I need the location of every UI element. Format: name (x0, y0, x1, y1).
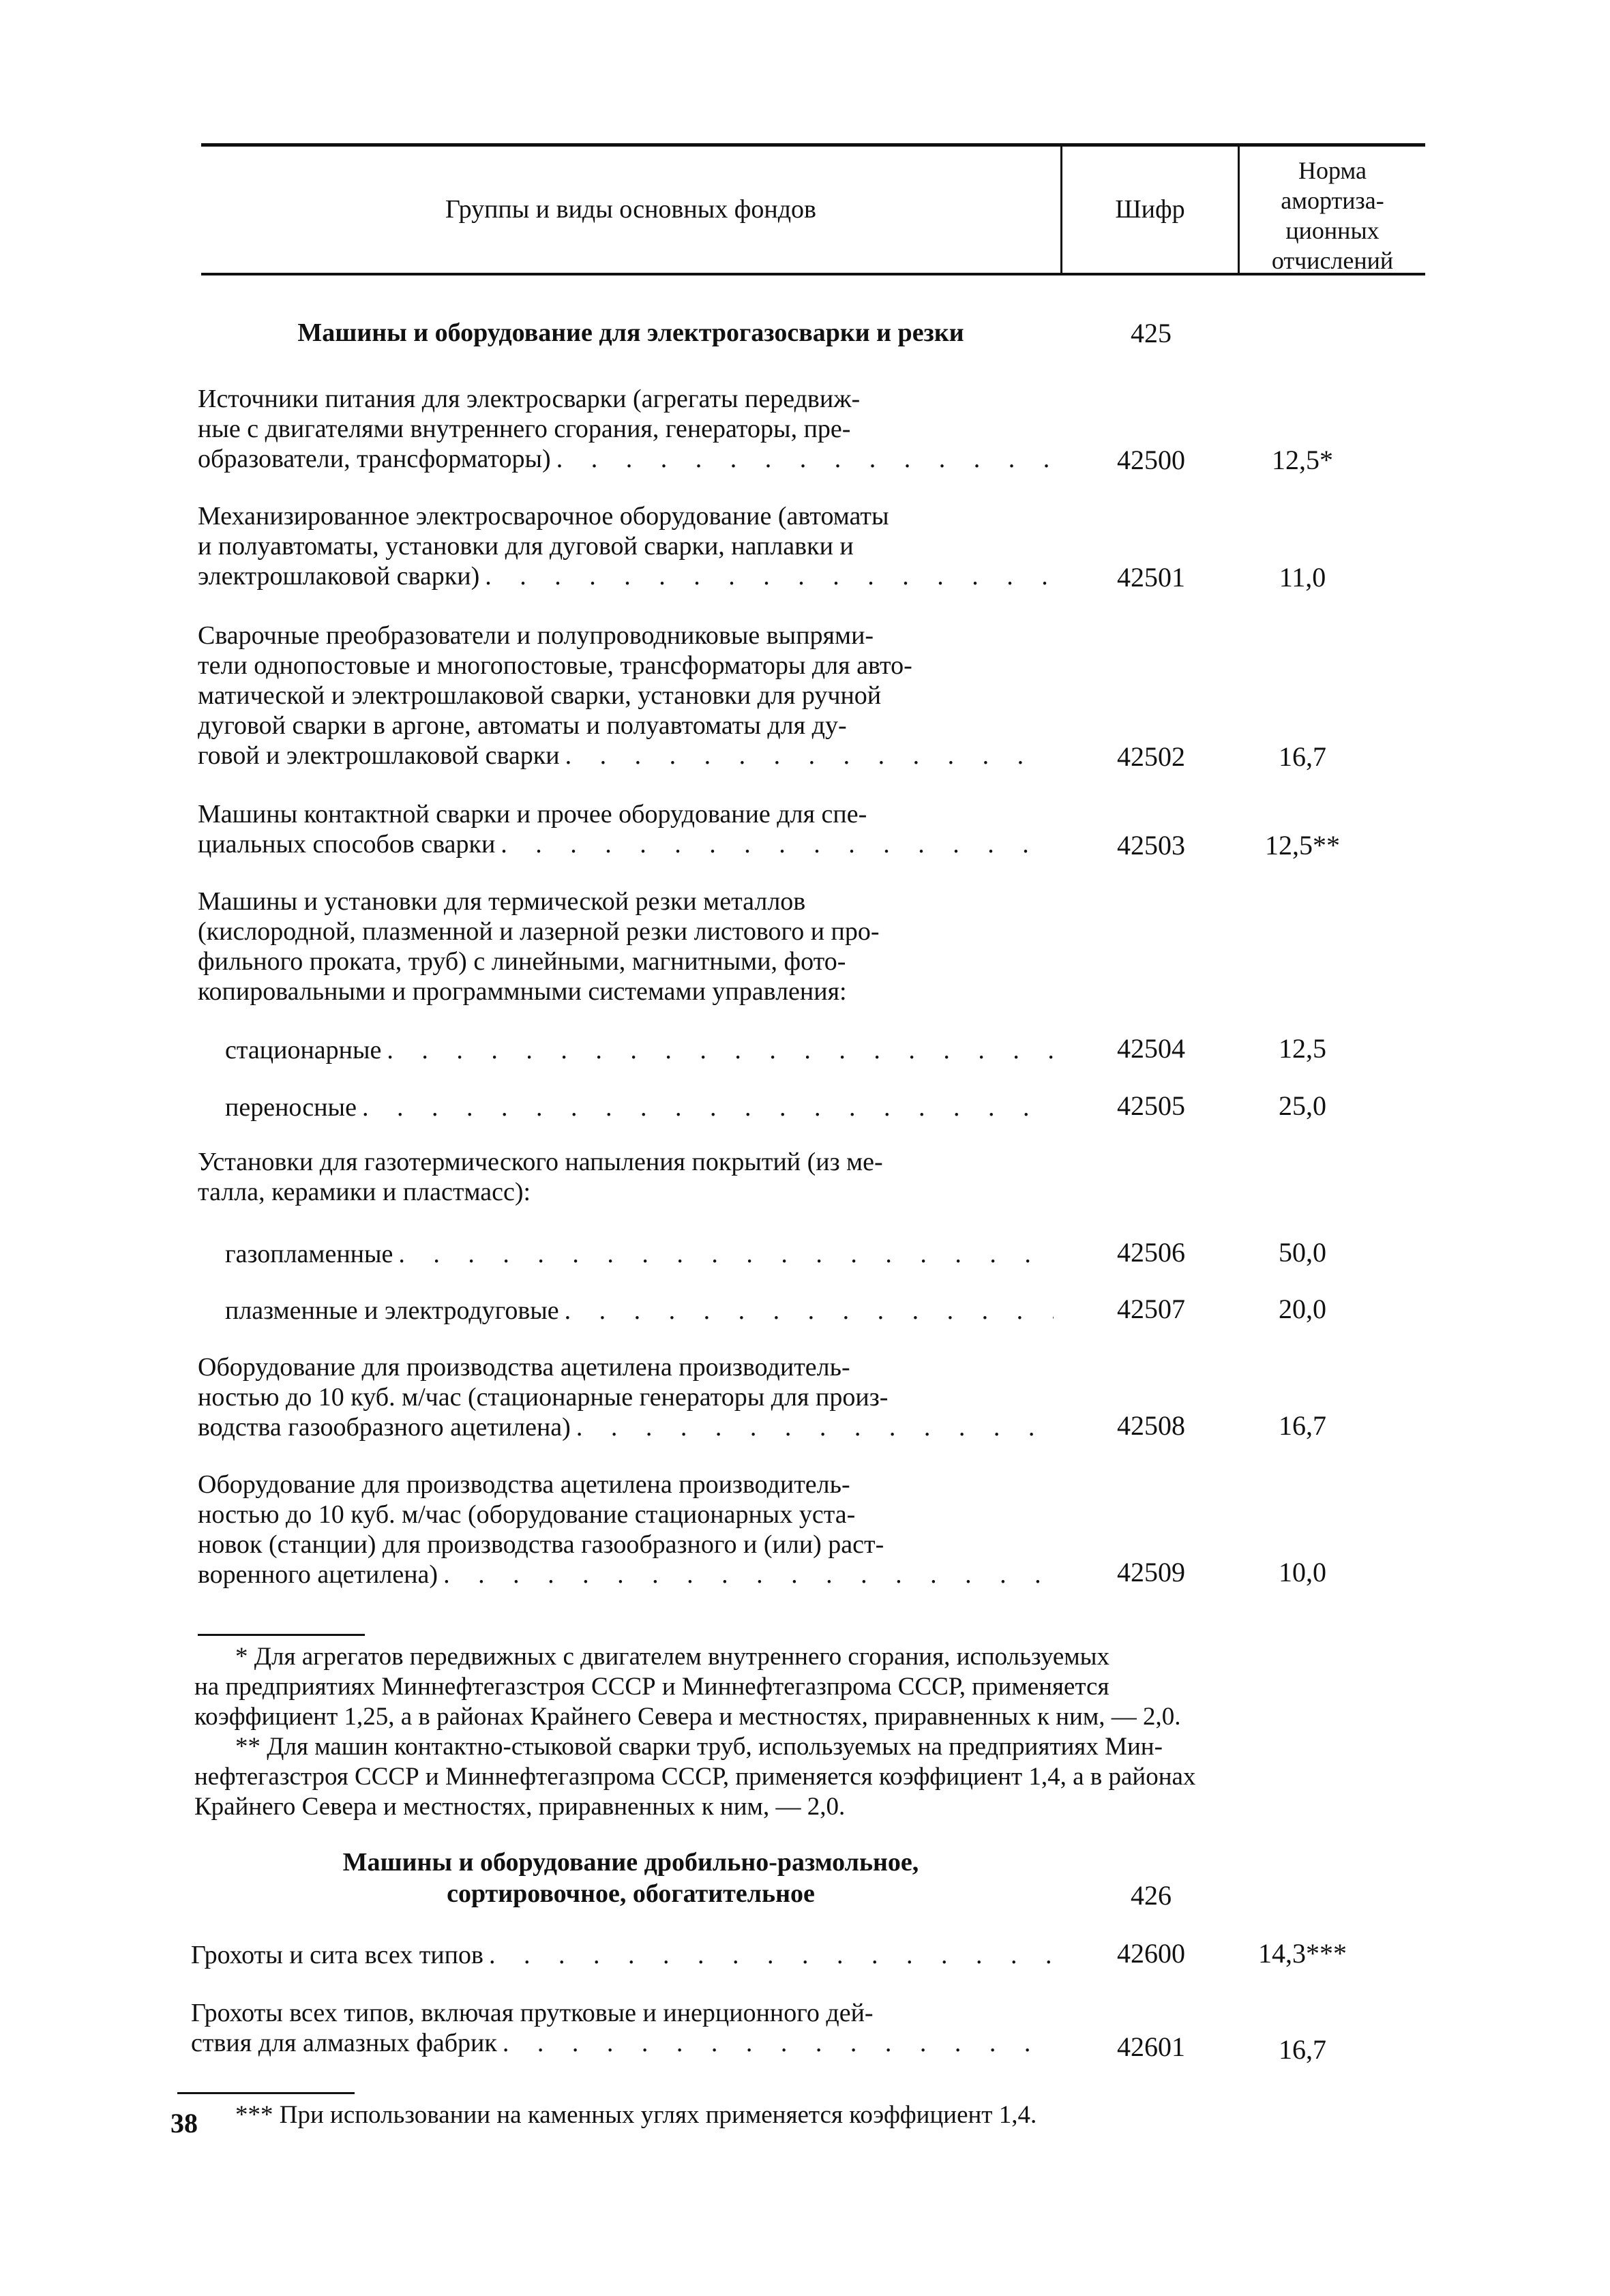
code-42503: 42503 (1117, 830, 1185, 861)
entry-spray-intro: Установки для газотермического напыления покрытий (из ме- талла, керамики и пластмасс): (198, 1148, 883, 1206)
norm-42508: 16,7 (1279, 1410, 1326, 1441)
footnote-single-star: * Для агрегатов передвижных с двигателем внутреннего сгорания, используемых на предприятиях Миннефтегазстроя СССР и Миннефтегазпрома СССР, применяется коэффициент 1,25, а в районах Крайнего Севера и местностях, приравненных к ним, — 2,0. (194, 1643, 1181, 1731)
section-title-crushing: Машины и оборудование дробильно-размольное, сортировочное, обогатительное (342, 1848, 919, 1908)
code-42501: 42501 (1117, 562, 1185, 593)
code-42500: 42500 (1117, 445, 1185, 475)
code-42507: 42507 (1117, 1294, 1185, 1324)
norm-42509: 10,0 (1279, 1557, 1326, 1587)
header-norm: Норма амортиза- ционных отчислений (1271, 157, 1394, 274)
norm-42505: 25,0 (1279, 1090, 1326, 1121)
norm-42503: 12,5** (1265, 830, 1340, 861)
entry-42508: Оборудование для производства ацетилена производитель- ностью до 10 куб. м/час (стационарные генераторы для произ- водства газообразного ацетилена) . . . (198, 1352, 1054, 1442)
norm-42501: 11,0 (1279, 562, 1326, 593)
header-top-rule (201, 143, 1425, 147)
section-code-crushing: 426 (1131, 1880, 1172, 1911)
table-header (201, 143, 1425, 276)
page-number: 38 (170, 2108, 198, 2138)
entry-42507: плазменные и электродуговые . . . (225, 1296, 1054, 1326)
header-code: Шифр (1115, 195, 1185, 224)
code-42601: 42601 (1117, 2031, 1185, 2062)
norm-42502: 16,7 (1279, 741, 1326, 772)
entry-42506: газопламенные . . . (225, 1239, 1054, 1269)
code-42505: 42505 (1117, 1090, 1185, 1121)
footnote-rule-1 (198, 1634, 365, 1636)
code-42504: 42504 (1117, 1033, 1185, 1064)
norm-42600: 14,3*** (1258, 1938, 1347, 1969)
footnote-triple-star: *** При использовании на каменных углях применяется коэффициент 1,4. (235, 2101, 1037, 2129)
footnote-double-star: ** Для машин контактно-стыковой сварки труб, используемых на предприятиях Мин- нефтегазстроя СССР и Миннефтегазпрома СССР, применяется коэффициент 1,4, а в районах Крайнего Севера и местностях, приравненных к ним, — 2,0. (194, 1733, 1196, 1821)
code-42506: 42506 (1117, 1237, 1185, 1268)
code-42509: 42509 (1117, 1557, 1185, 1587)
section-title-welding: Машины и оборудование для электрогазосварки и резки (297, 318, 964, 347)
norm-42601: 16,7 (1279, 2034, 1326, 2065)
entry-42509: Оборудование для производства ацетилена производитель- ностью до 10 куб. м/час (оборудование стационарных уста- новок (станции) для производства газообразного и (или) раст- воренного ацетилена) . . . (198, 1470, 1054, 1590)
entry-42505: переносные . . . (225, 1092, 1054, 1122)
code-42502: 42502 (1117, 741, 1185, 772)
norm-42500: 12,5* (1272, 445, 1333, 475)
code-42508: 42508 (1117, 1410, 1185, 1441)
entry-cutting-intro: Машины и установки для термической резки металлов (кислородной, плазменной и лазерной резки листового и про- фильного проката, труб) с линейными, магнитными, фото- копировальными и программными системами управления: (198, 887, 880, 1006)
norm-42504: 12,5 (1279, 1033, 1326, 1064)
footnote-rule-2 (177, 2092, 355, 2094)
entry-42504: стационарные . . . (225, 1035, 1054, 1065)
entry-42501: Механизированное электросварочное оборудование (автоматы и полуавтоматы, установки для дуговой сварки, наплавки и электрошлаковой сварки) . . . (198, 501, 1054, 591)
norm-42506: 50,0 (1279, 1237, 1326, 1268)
entry-42503: Машины контактной сварки и прочее оборудование для спе- циальных способов сварки . . . (198, 799, 1054, 859)
entry-42500: Источники питания для электросварки (агрегаты передвиж- ные с двигателями внутреннего сгорания, генераторы, пре- образователи, трансформаторы) . . . (198, 384, 1054, 474)
norm-42507: 20,0 (1279, 1294, 1326, 1324)
entry-42600: Грохоты и сита всех типов . . . (191, 1940, 1054, 1970)
code-42600: 42600 (1117, 1938, 1185, 1969)
entry-42502: Сварочные преобразователи и полупроводниковые выпрями- тели однопостовые и многопостовые, трансформаторы для авто- матической и электрошлаковой сварки, установки для ручной дуговой сварки в аргоне, автоматы и полуавтоматы для ду- говой и электрошлаковой сварки . . . (198, 621, 1054, 771)
section-code-welding: 425 (1131, 318, 1172, 348)
header-groups: Группы и виды основных фондов (445, 195, 816, 224)
entry-42601: Грохоты всех типов, включая прутковые и инерционного дей- ствия для алмазных фабрик . . . (191, 1998, 1054, 2058)
